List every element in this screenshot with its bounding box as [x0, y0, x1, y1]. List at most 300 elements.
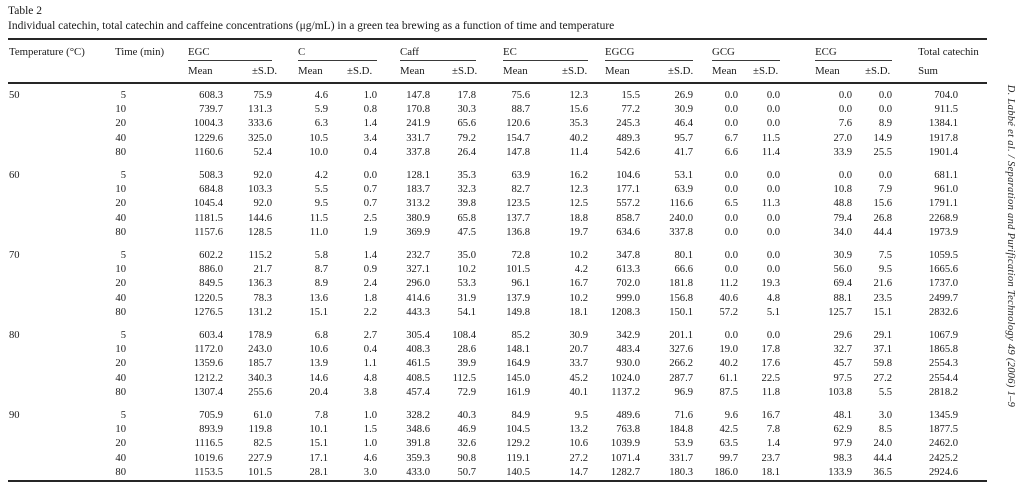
cell-ec-mean: 72.8 — [511, 250, 531, 262]
cell-egc-mean: 1220.5 — [193, 292, 223, 304]
cell-ecg-sd: 44.4 — [873, 226, 893, 238]
cell-temperature: 70 — [9, 250, 20, 262]
cell-egc-mean: 603.4 — [199, 330, 223, 342]
cell-caff-sd: 53.3 — [457, 278, 477, 290]
cell-caff-mean: 241.9 — [406, 118, 431, 130]
cell-ec-mean: 101.5 — [506, 264, 531, 276]
cell-temperature: 80 — [9, 330, 20, 342]
cell-ecg-mean: 125.7 — [828, 306, 853, 318]
cell-ec-sd: 30.9 — [569, 330, 589, 342]
header-caff-mean: Mean — [381, 61, 434, 83]
cell-ec-sd: 18.1 — [569, 306, 589, 318]
cell-gcg-sd: 4.8 — [766, 292, 781, 304]
cell-ec-sd: 15.6 — [569, 104, 589, 116]
cell-gcg-mean: 0.0 — [724, 264, 739, 276]
cell-egcg-sd: 80.1 — [674, 250, 694, 262]
cell-ecg-sd: 5.5 — [878, 386, 893, 398]
cell-egcg-sd: 53.9 — [674, 438, 694, 450]
header-total-catechin: Total catechin — [918, 46, 979, 58]
cell-egc-mean: 1116.5 — [194, 438, 223, 450]
cell-ecg-mean: 103.8 — [828, 386, 853, 398]
cell-egcg-mean: 1282.7 — [592, 466, 644, 481]
cell-caff-sd: 26.4 — [457, 146, 477, 158]
cell-c-mean: 10.6 — [309, 344, 329, 356]
cell-total-sum: 2268.9 — [928, 212, 959, 224]
cell-ecg-mean: 88.1 — [833, 292, 853, 304]
cell-c-mean: 10.0 — [309, 146, 329, 158]
cell-caff-sd: 31.9 — [457, 292, 477, 304]
table-row — [8, 306, 987, 320]
header-ec-mean: Mean — [480, 61, 534, 83]
cell-c-sd: 0.4 — [363, 146, 378, 158]
cell-ec-mean: 63.9 — [511, 170, 531, 182]
cell-ecg-mean: 34.0 — [833, 226, 853, 238]
cell-time: 10 — [115, 104, 126, 116]
cell-egc-mean: 608.3 — [199, 90, 223, 101]
cell-ec-sd: 12.3 — [569, 90, 589, 101]
cell-egcg-sd: 201.1 — [669, 330, 694, 342]
cell-ec-mean: 149.8 — [506, 306, 531, 318]
cell-ec-mean: 154.7 — [506, 132, 531, 144]
cell-egc-mean: 1181.5 — [194, 212, 223, 224]
cell-caff-mean: 359.3 — [406, 452, 431, 464]
cell-ec-sd: 13.2 — [569, 424, 589, 436]
journal-running-head: D. Labbé et al. / Separation and Purification Technology 49 (2006) 1–9 — [1005, 84, 1016, 407]
cell-time: 80 — [112, 466, 182, 481]
cell-total-sum: 2818.2 — [928, 386, 959, 398]
cell-caff-sd: 17.8 — [457, 90, 477, 101]
cell-total-sum: 1067.9 — [928, 330, 959, 342]
cell-time: 10 — [115, 184, 126, 196]
cell-gcg-sd: 0.0 — [766, 330, 781, 342]
cell-caff-sd: 90.8 — [457, 452, 477, 464]
cell-gcg-sd: 0.0 — [766, 264, 781, 276]
cell-c-mean: 11.5 — [309, 212, 329, 224]
cell-egc-mean: 849.5 — [199, 278, 223, 290]
cell-caff-sd: 65.6 — [457, 118, 477, 130]
cell-temperature: 60 — [9, 170, 20, 182]
cell-egcg-mean: 1024.0 — [610, 372, 641, 384]
cell-egc-mean: 705.9 — [199, 410, 223, 422]
cell-c-sd: 2.5 — [363, 212, 378, 224]
cell-time: 5 — [120, 410, 126, 422]
cell-ecg-mean: 32.7 — [833, 344, 853, 356]
cell-c-sd: 0.7 — [363, 184, 378, 196]
cell-temperature — [8, 372, 112, 386]
cell-egc-mean: 684.8 — [199, 184, 223, 196]
cell-c-mean: 5.8 — [314, 250, 329, 262]
cell-time: 80 — [115, 306, 126, 318]
header-ecg-sd: ±S.D. — [856, 61, 896, 83]
cell-time: 40 — [115, 132, 126, 144]
cell-egcg-mean: 177.1 — [616, 184, 641, 196]
cell-egc-sd: 136.3 — [248, 278, 273, 290]
header-group-egc: EGC — [182, 39, 276, 61]
cell-ecg-mean: 48.8 — [833, 198, 853, 210]
cell-egcg-mean: 347.8 — [616, 250, 641, 262]
block-spacer — [8, 240, 987, 249]
cell-total-sum: 911.5 — [934, 104, 959, 116]
cell-gcg-sd: 11.5 — [761, 132, 781, 144]
cell-time: 5 — [120, 90, 126, 101]
cell-egc-mean: 508.3 — [199, 170, 223, 182]
cell-c-sd: 0.9 — [363, 264, 378, 276]
cell-gcg-sd: 0.0 — [766, 104, 781, 116]
cell-egc-sd: 75.9 — [253, 90, 273, 101]
cell-ecg-sd: 7.9 — [878, 184, 893, 196]
cell-egcg-mean: 77.2 — [621, 104, 641, 116]
cell-ecg-mean: 0.0 — [838, 104, 853, 116]
cell-time: 20 — [115, 358, 126, 370]
cell-caff-sd: 112.5 — [452, 372, 477, 384]
cell-ecg-mean: 45.7 — [833, 358, 853, 370]
cell-total-sum: 1901.4 — [928, 146, 959, 158]
cell-caff-mean: 305.4 — [406, 330, 431, 342]
cell-temperature — [8, 306, 112, 320]
cell-c-mean: 7.8 — [314, 410, 329, 422]
cell-ecg-sd: 27.2 — [873, 372, 893, 384]
cell-ecg-mean: 98.3 — [833, 452, 853, 464]
cell-egcg-sd: 327.6 — [669, 344, 694, 356]
cell-temperature — [8, 146, 112, 160]
cell-caff-mean: 408.3 — [406, 344, 431, 356]
cell-caff-mean: 433.0 — [381, 466, 434, 481]
cell-c-mean: 4.6 — [314, 90, 329, 101]
cell-caff-mean: 327.1 — [406, 264, 431, 276]
cell-ec-mean: 137.7 — [506, 212, 531, 224]
cell-egcg-sd: 116.6 — [669, 198, 694, 210]
cell-ec-mean: 148.1 — [506, 344, 531, 356]
cell-ecg-mean: 79.4 — [833, 212, 853, 224]
cell-caff-sd: 32.3 — [457, 184, 477, 196]
cell-egc-mean: 886.0 — [199, 264, 223, 276]
cell-ec-mean: 85.2 — [511, 330, 531, 342]
cell-gcg-mean: 63.5 — [719, 438, 739, 450]
table-row — [8, 329, 987, 343]
cell-egcg-mean: 930.0 — [616, 358, 641, 370]
cell-ec-mean: 164.9 — [506, 358, 531, 370]
cell-ecg-sd: 21.6 — [873, 278, 893, 290]
cell-gcg-mean: 40.2 — [719, 358, 739, 370]
cell-ec-mean: 82.7 — [511, 184, 531, 196]
cell-total-sum: 1059.5 — [928, 250, 959, 262]
table-row — [8, 437, 987, 451]
header-gcg-sd: ±S.D. — [742, 61, 784, 83]
cell-c-sd: 3.0 — [332, 466, 381, 481]
cell-c-mean: 13.9 — [309, 358, 329, 370]
cell-ec-sd: 27.2 — [569, 452, 589, 464]
cell-ec-mean: 96.1 — [511, 278, 531, 290]
cell-ec-mean: 75.6 — [511, 90, 531, 101]
cell-egc-sd: 103.3 — [248, 184, 273, 196]
cell-gcg-mean: 9.6 — [724, 410, 739, 422]
cell-egcg-sd: 331.7 — [669, 452, 694, 464]
cell-caff-mean: 348.6 — [406, 424, 431, 436]
cell-ecg-mean: 69.4 — [833, 278, 853, 290]
cell-time: 40 — [115, 452, 126, 464]
cell-ecg-mean: 10.8 — [833, 184, 853, 196]
cell-ec-sd: 40.1 — [569, 386, 589, 398]
cell-c-mean: 15.1 — [309, 306, 329, 318]
cell-gcg-sd: 0.0 — [766, 184, 781, 196]
cell-c-sd: 4.8 — [363, 372, 378, 384]
cell-caff-sd: 35.3 — [457, 170, 477, 182]
cell-caff-sd: 65.8 — [457, 212, 477, 224]
cell-egc-sd: 243.0 — [248, 344, 273, 356]
cell-ec-sd: 11.4 — [569, 146, 589, 158]
cell-time: 20 — [115, 278, 126, 290]
cell-egc-mean: 739.7 — [199, 104, 223, 116]
cell-egc-mean: 1004.3 — [193, 118, 223, 130]
cell-temperature — [8, 277, 112, 291]
cell-caff-mean: 457.4 — [406, 386, 431, 398]
cell-egc-mean: 1172.0 — [194, 344, 223, 356]
cell-gcg-mean: 0.0 — [724, 184, 739, 196]
cell-c-sd: 3.4 — [363, 132, 378, 144]
cell-ecg-sd: 26.8 — [873, 212, 893, 224]
table-row — [8, 183, 987, 197]
table-row — [8, 263, 987, 277]
table-row — [8, 372, 987, 386]
cell-caff-mean: 337.8 — [406, 146, 431, 158]
table-row — [8, 83, 987, 103]
cell-total-sum: 1791.1 — [928, 198, 959, 210]
cell-gcg-sd: 22.5 — [761, 372, 781, 384]
cell-ecg-mean: 27.0 — [833, 132, 853, 144]
cell-egc-sd: 185.7 — [248, 358, 273, 370]
cell-egc-sd: 115.2 — [248, 250, 273, 262]
cell-gcg-sd: 17.6 — [761, 358, 781, 370]
header-egc-mean: Mean — [182, 61, 227, 83]
header-gcg-mean: Mean — [697, 61, 742, 83]
cell-egc-mean: 1045.4 — [193, 198, 223, 210]
cell-temperature — [8, 117, 112, 131]
cell-egc-sd: 178.9 — [248, 330, 273, 342]
table-row — [8, 357, 987, 371]
cell-caff-sd: 54.1 — [457, 306, 477, 318]
cell-ec-sd: 18.8 — [569, 212, 589, 224]
header-egcg-mean: Mean — [592, 61, 644, 83]
cell-ecg-mean: 97.9 — [833, 438, 853, 450]
cell-c-mean: 20.4 — [309, 386, 329, 398]
header-group-egcg: EGCG — [592, 39, 697, 61]
cell-caff-mean: 128.1 — [406, 170, 431, 182]
cell-ec-sd: 10.2 — [569, 250, 589, 262]
cell-c-mean: 5.5 — [314, 184, 329, 196]
header-group-caff: Caff — [381, 39, 480, 61]
cell-gcg-mean: 0.0 — [724, 212, 739, 224]
cell-egc-sd: 78.3 — [253, 292, 273, 304]
cell-egc-mean: 602.2 — [199, 250, 223, 262]
cell-egc-mean: 1229.6 — [193, 132, 223, 144]
cell-total-sum: 1665.6 — [928, 264, 959, 276]
block-spacer — [8, 400, 987, 409]
cell-ec-sd: 16.2 — [569, 170, 589, 182]
cell-total-sum: 961.0 — [934, 184, 959, 196]
table-row — [8, 197, 987, 211]
cell-egcg-mean: 1137.2 — [611, 386, 641, 398]
cell-gcg-mean: 0.0 — [724, 330, 739, 342]
cell-egc-sd: 255.6 — [248, 386, 273, 398]
cell-gcg-sd: 18.1 — [742, 466, 784, 481]
cell-egc-sd: 227.9 — [248, 452, 273, 464]
cell-caff-mean: 147.8 — [406, 90, 431, 101]
cell-gcg-mean: 0.0 — [724, 250, 739, 262]
cell-caff-sd: 30.3 — [457, 104, 477, 116]
table-body — [8, 83, 987, 481]
cell-c-mean: 13.6 — [309, 292, 329, 304]
cell-gcg-mean: 0.0 — [724, 226, 739, 238]
cell-ecg-sd: 37.1 — [873, 344, 893, 356]
cell-caff-sd: 72.9 — [457, 386, 477, 398]
block-spacer-cell — [8, 240, 987, 249]
cell-time: 40 — [115, 212, 126, 224]
cell-ecg-sd: 29.1 — [873, 330, 893, 342]
table-label: Table 2 — [8, 5, 43, 17]
cell-egcg-mean: 763.8 — [616, 424, 641, 436]
cell-gcg-mean: 0.0 — [724, 90, 739, 101]
cell-gcg-sd: 1.4 — [766, 438, 781, 450]
cell-time: 80 — [115, 386, 126, 398]
cell-c-sd: 1.0 — [363, 438, 378, 450]
cell-c-mean: 15.1 — [309, 438, 329, 450]
cell-egc-sd: 52.4 — [253, 146, 273, 158]
cell-temperature — [8, 452, 112, 466]
cell-egcg-sd: 337.8 — [669, 226, 694, 238]
cell-total-sum: 2462.0 — [928, 438, 959, 450]
cell-time: 5 — [120, 330, 126, 342]
cell-gcg-mean: 99.7 — [719, 452, 739, 464]
cell-egcg-sd: 150.1 — [669, 306, 694, 318]
cell-ec-mean: 137.9 — [506, 292, 531, 304]
header-time: Time (min) — [112, 39, 182, 83]
cell-egc-mean: 1359.6 — [193, 358, 223, 370]
cell-caff-mean: 461.5 — [406, 358, 431, 370]
table-row — [8, 466, 987, 481]
header-caff-sd: ±S.D. — [434, 61, 480, 83]
cell-gcg-mean: 11.2 — [719, 278, 739, 290]
cell-gcg-sd: 11.4 — [761, 146, 781, 158]
cell-ec-sd: 45.2 — [569, 372, 589, 384]
table-row — [8, 277, 987, 291]
cell-egc-mean: 1212.2 — [193, 372, 223, 384]
cell-egcg-mean: 245.3 — [616, 118, 641, 130]
header-c-sd: ±S.D. — [332, 61, 381, 83]
cell-ecg-sd: 3.0 — [878, 410, 893, 422]
cell-ecg-mean: 133.9 — [784, 466, 856, 481]
block-spacer — [8, 160, 987, 169]
cell-egc-mean: 893.9 — [199, 424, 223, 436]
cell-temperature — [8, 292, 112, 306]
cell-gcg-mean: 61.1 — [719, 372, 739, 384]
cell-temperature — [8, 263, 112, 277]
cell-egcg-sd: 96.9 — [674, 386, 694, 398]
cell-ecg-mean: 56.0 — [833, 264, 853, 276]
cell-time: 40 — [115, 292, 126, 304]
cell-time: 80 — [115, 146, 126, 158]
block-spacer-cell — [8, 160, 987, 169]
cell-total-sum: 2554.3 — [928, 358, 959, 370]
cell-gcg-mean: 57.2 — [719, 306, 739, 318]
cell-egc-sd: 21.7 — [253, 264, 273, 276]
cell-ec-mean: 129.2 — [506, 438, 531, 450]
concentration-table — [8, 38, 987, 482]
cell-egcg-mean: 1071.4 — [610, 452, 641, 464]
cell-gcg-mean: 0.0 — [724, 170, 739, 182]
cell-c-sd: 2.2 — [363, 306, 378, 318]
cell-ec-mean: 140.5 — [480, 466, 534, 481]
cell-time: 10 — [115, 264, 126, 276]
table-row — [8, 343, 987, 357]
cell-egc-mean: 1157.6 — [194, 226, 223, 238]
cell-c-sd: 1.1 — [363, 358, 378, 370]
cell-ec-sd: 14.7 — [534, 466, 592, 481]
table-row — [8, 292, 987, 306]
cell-egcg-mean: 557.2 — [616, 198, 641, 210]
cell-ec-sd: 16.7 — [569, 278, 589, 290]
cell-egc-mean: 1153.5 — [182, 466, 227, 481]
cell-time: 5 — [120, 250, 126, 262]
cell-gcg-sd: 0.0 — [766, 118, 781, 130]
cell-c-sd: 1.4 — [363, 118, 378, 130]
cell-egcg-sd: 266.2 — [669, 358, 694, 370]
cell-ecg-mean: 48.1 — [833, 410, 853, 422]
cell-ecg-sd: 59.8 — [873, 358, 893, 370]
header-row-groups — [8, 39, 987, 61]
cell-c-mean: 8.7 — [314, 264, 329, 276]
cell-c-mean: 14.6 — [309, 372, 329, 384]
cell-caff-sd: 50.7 — [434, 466, 480, 481]
cell-c-mean: 6.8 — [314, 330, 329, 342]
table-row — [8, 423, 987, 437]
cell-c-mean: 4.2 — [314, 170, 329, 182]
cell-ec-mean: 119.1 — [506, 452, 531, 464]
cell-ec-mean: 84.9 — [511, 410, 531, 422]
header-egc-sd: ±S.D. — [227, 61, 276, 83]
cell-time: 5 — [120, 170, 126, 182]
cell-egc-sd: 131.2 — [248, 306, 273, 318]
cell-total-sum: 681.1 — [934, 170, 959, 182]
cell-caff-sd: 40.3 — [457, 410, 477, 422]
cell-time: 40 — [115, 372, 126, 384]
cell-time: 80 — [115, 226, 126, 238]
cell-gcg-sd: 16.7 — [761, 410, 781, 422]
table-row — [8, 249, 987, 263]
table-row — [8, 226, 987, 240]
cell-egcg-sd: 41.7 — [674, 146, 694, 158]
cell-c-mean: 5.9 — [314, 104, 329, 116]
cell-egcg-mean: 104.6 — [616, 170, 641, 182]
cell-c-mean: 10.5 — [309, 132, 329, 144]
cell-egcg-mean: 634.6 — [616, 226, 641, 238]
cell-ec-sd: 4.2 — [574, 264, 589, 276]
header-group-gcg: GCG — [697, 39, 784, 61]
cell-ec-sd: 35.3 — [569, 118, 589, 130]
cell-gcg-sd: 0.0 — [766, 212, 781, 224]
cell-egc-mean: 1019.6 — [193, 452, 223, 464]
cell-gcg-mean: 0.0 — [724, 104, 739, 116]
cell-time: 20 — [115, 438, 126, 450]
cell-ecg-sd: 0.0 — [878, 170, 893, 182]
header-temperature: Temperature (°C) — [8, 39, 112, 83]
table-header — [8, 39, 987, 83]
cell-total-sum: 2425.2 — [928, 452, 959, 464]
cell-ecg-sd: 8.5 — [878, 424, 893, 436]
cell-egcg-mean: 15.5 — [621, 90, 641, 101]
cell-temperature — [8, 357, 112, 371]
cell-ec-sd: 33.7 — [569, 358, 589, 370]
cell-ecg-sd: 0.0 — [878, 104, 893, 116]
